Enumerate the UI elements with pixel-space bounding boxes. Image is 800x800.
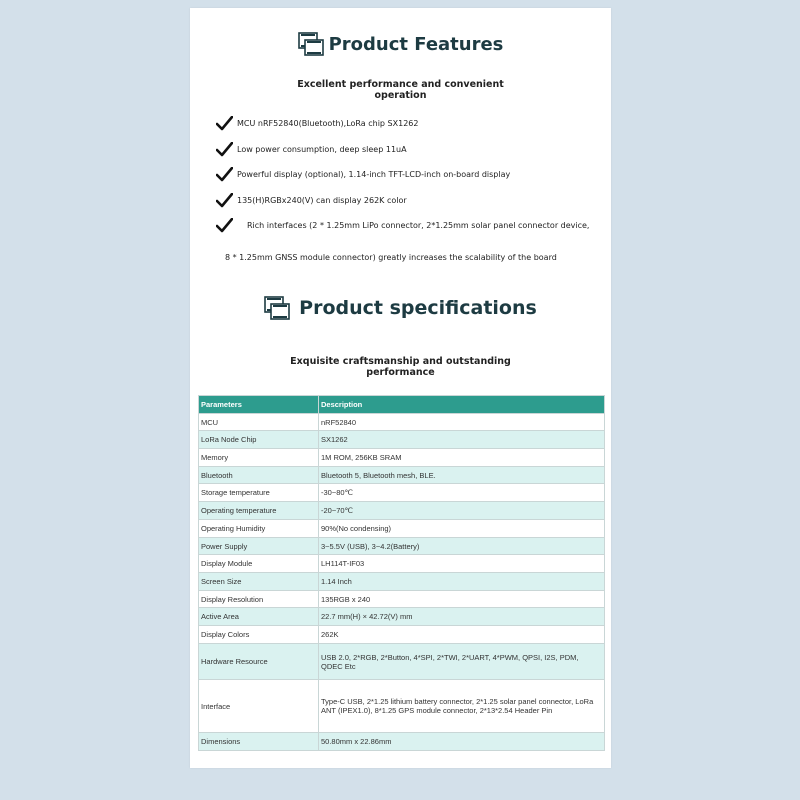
desc-cell: 22.7 mm(H) × 42.72(V) mm — [319, 608, 605, 626]
feature-text: Low power consumption, deep sleep 11uA — [237, 145, 407, 154]
table-row — [199, 591, 605, 608]
desc-cell: 3~5.5V (USB), 3~4.2(Battery) — [319, 538, 605, 555]
product-page — [190, 8, 611, 768]
feature-item — [216, 193, 407, 208]
checkmark-icon — [216, 218, 233, 233]
desc-cell: Type-C USB, 2*1.25 lithium battery connector, 2*1.25 solar panel connector, LoRa ANT (IPEX1.0), 8*1.25 GPS module connector, 2*13*2.54 Header Pin — [319, 680, 605, 733]
feature-text: MCU nRF52840(Bluetooth),LoRa chip SX1262 — [237, 119, 419, 128]
specs-title: Product specifications — [299, 297, 537, 319]
feature-item — [216, 218, 589, 233]
table-header-row — [199, 396, 605, 414]
param-cell: Storage temperature — [199, 484, 319, 502]
feature-text: Powerful display (optional), 1.14-inch TFT-LCD-inch on-board display — [237, 170, 511, 179]
table-row — [199, 467, 605, 484]
desc-cell: LH114T-IF03 — [319, 555, 605, 573]
table-row — [199, 573, 605, 591]
param-cell: Active Area — [199, 608, 319, 626]
header-description: Description — [319, 396, 605, 414]
checkmark-icon — [216, 116, 233, 131]
param-cell: Operating temperature — [199, 502, 319, 520]
param-cell: MCU — [199, 414, 319, 431]
table-row — [199, 449, 605, 467]
features-subtitle — [190, 79, 611, 101]
feature-item — [216, 116, 418, 131]
desc-cell: Bluetooth 5, Bluetooth mesh, BLE. — [319, 467, 605, 484]
desc-cell: USB 2.0, 2*RGB, 2*Button, 4*SPI, 2*TWI, 2*UART, 4*PWM, QPSI, I2S, PDM, QDEC Etc — [319, 644, 605, 680]
desc-cell: -30~80℃ — [319, 484, 605, 502]
param-cell: Memory — [199, 449, 319, 467]
table-row — [199, 414, 605, 431]
desc-cell: 1M ROM, 256KB SRAM — [319, 449, 605, 467]
desc-cell: 135RGB x 240 — [319, 591, 605, 608]
feature-item — [216, 142, 407, 157]
features-subtitle-line: Excellent performance and convenient — [297, 79, 504, 90]
checkmark-icon — [216, 142, 233, 157]
features-title: Product Features — [328, 33, 504, 55]
specs-subtitle-line: performance — [366, 367, 435, 378]
desc-cell: 1.14 Inch — [319, 573, 605, 591]
table-row — [199, 431, 605, 449]
desc-cell: SX1262 — [319, 431, 605, 449]
table-row — [199, 502, 605, 520]
param-cell: Interface — [199, 680, 319, 733]
param-cell: Dimensions — [199, 733, 319, 751]
specs-subtitle-line: Exquisite craftsmanship and outstanding — [290, 356, 511, 367]
checkmark-icon — [216, 167, 233, 182]
param-cell: Bluetooth — [199, 467, 319, 484]
desc-cell: 90%(No condensing) — [319, 520, 605, 538]
table-row — [199, 733, 605, 751]
features-heading — [190, 32, 611, 56]
table-row — [199, 555, 605, 573]
header-parameters: Parameters — [199, 396, 319, 414]
table-row — [199, 520, 605, 538]
param-cell: Display Colors — [199, 626, 319, 644]
film-frames-icon — [298, 32, 324, 56]
param-cell: Hardware Resource — [199, 644, 319, 680]
table-row — [199, 538, 605, 555]
feature-continuation: 8 * 1.25mm GNSS module connector) greatly increases the scalability of the board — [225, 253, 557, 262]
table-row — [199, 484, 605, 502]
desc-cell: 50.80mm x 22.86mm — [319, 733, 605, 751]
checkmark-icon — [216, 193, 233, 208]
desc-cell: -20~70℃ — [319, 502, 605, 520]
table-row — [199, 680, 605, 733]
param-cell: Display Module — [199, 555, 319, 573]
desc-cell: 262K — [319, 626, 605, 644]
table-row — [199, 644, 605, 680]
param-cell: Display Resolution — [199, 591, 319, 608]
param-cell: Operating Humidity — [199, 520, 319, 538]
specs-table — [198, 395, 605, 751]
desc-cell: nRF52840 — [319, 414, 605, 431]
param-cell: Power Supply — [199, 538, 319, 555]
specs-subtitle — [190, 356, 611, 378]
param-cell: Screen Size — [199, 573, 319, 591]
table-row — [199, 626, 605, 644]
film-frames-icon — [264, 296, 290, 320]
feature-item — [216, 167, 510, 182]
feature-text: 135(H)RGBx240(V) can display 262K color — [237, 196, 407, 205]
features-subtitle-line: operation — [374, 90, 427, 101]
specs-heading — [190, 296, 611, 320]
feature-text: Rich interfaces (2 * 1.25mm LiPo connector, 2*1.25mm solar panel connector device, — [247, 221, 590, 230]
table-row — [199, 608, 605, 626]
param-cell: LoRa Node Chip — [199, 431, 319, 449]
